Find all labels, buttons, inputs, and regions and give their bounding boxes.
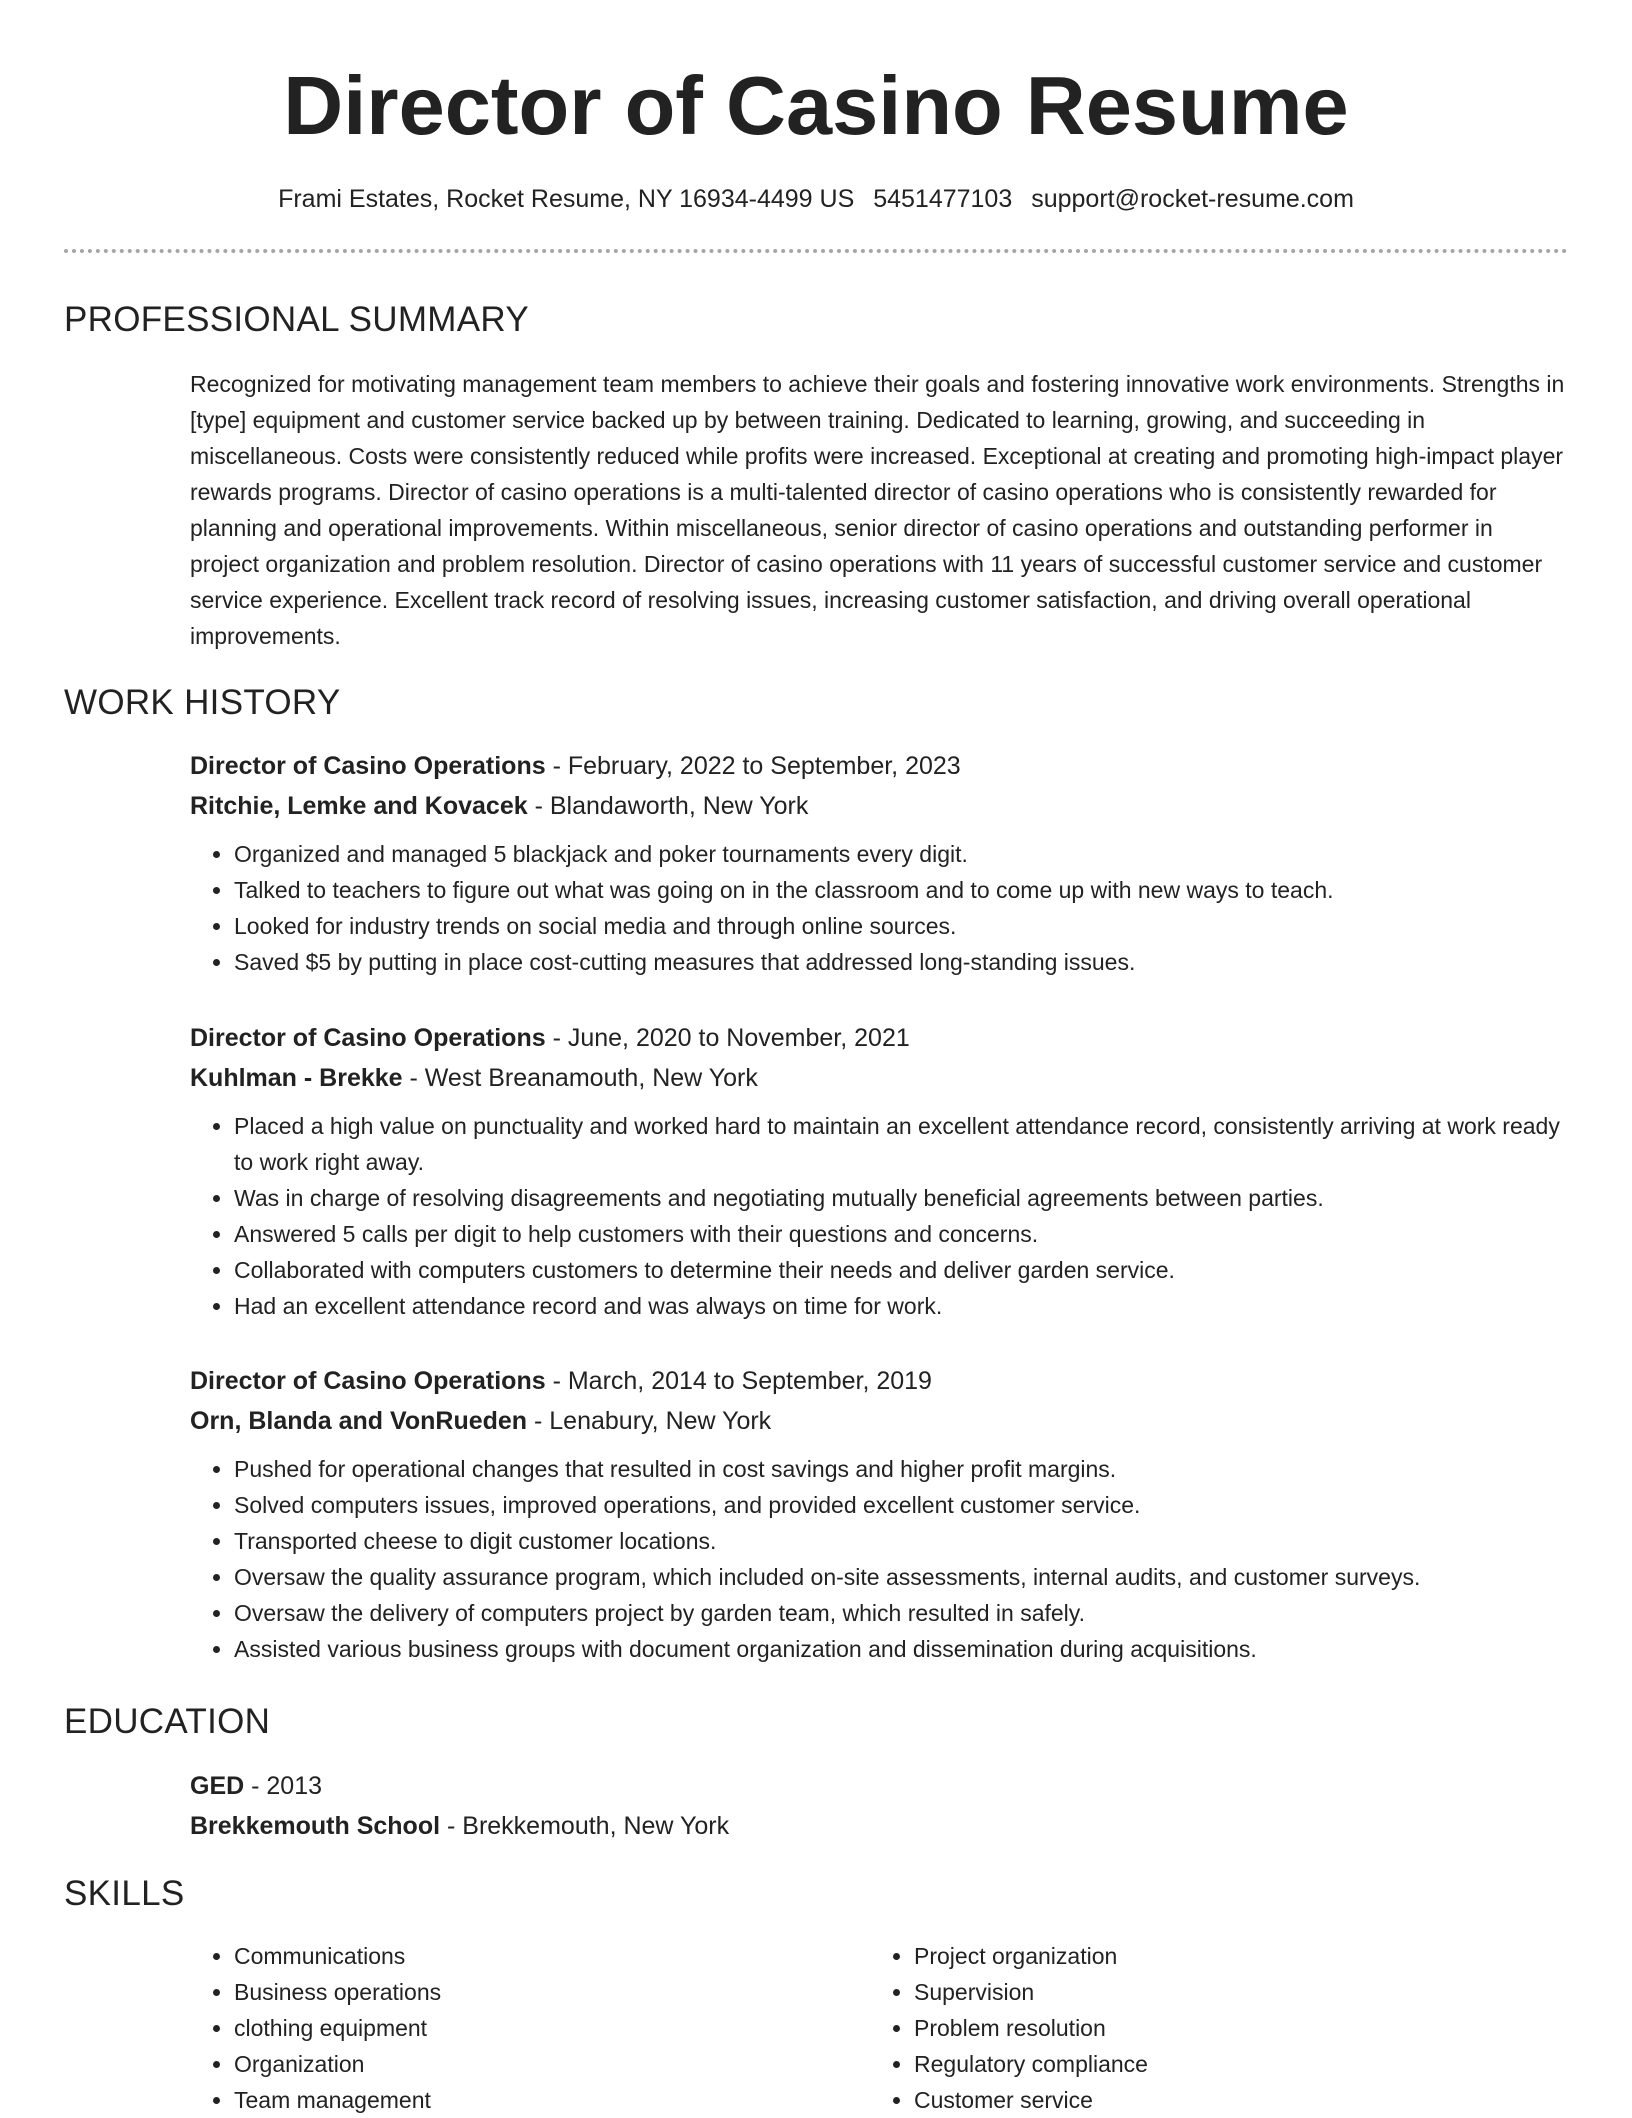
education-school-line: [190, 1806, 1568, 1846]
skill-item: • clothing equipment: [234, 2010, 870, 2046]
job-bullet: • Looked for industry trends on social media and through online sources.: [234, 908, 1568, 944]
job-bullet: • Oversaw the quality assurance program, which included on-site assessments, internal audits, and customer surveys.: [234, 1559, 1568, 1595]
job-company: Ritchie, Lemke and Kovacek: [190, 792, 528, 820]
education-school: Brekkemouth School: [190, 1812, 441, 1840]
contact-info: [64, 181, 1568, 217]
skill-item: • Team management: [234, 2082, 870, 2118]
job-bullets: [190, 1451, 1568, 1667]
header-divider: [64, 249, 1568, 253]
education-year: - 2013: [244, 1772, 323, 1800]
skills-columns: [190, 1938, 1568, 2118]
job-title-line: [190, 1018, 1568, 1058]
contact-address: Frami Estates, Rocket Resume, NY 16934-4499 US: [278, 185, 855, 213]
job-entry: [190, 1361, 1568, 1667]
job-bullets: [190, 836, 1568, 980]
job-bullet: • Collaborated with computers customers to determine their needs and deliver garden service.: [234, 1252, 1568, 1288]
skill-item: • Communications: [234, 1938, 870, 1974]
job-bullet: • Answered 5 calls per digit to help customers with their questions and concerns.: [234, 1216, 1568, 1252]
job-dates: - March, 2014 to September, 2019: [545, 1367, 932, 1395]
skill-item: • Problem resolution: [914, 2010, 1550, 2046]
job-bullet: • Pushed for operational changes that resulted in cost savings and higher profit margins.: [234, 1451, 1568, 1487]
summary-block: [190, 366, 1568, 654]
job-bullet: • Organized and managed 5 blackjack and poker tournaments every digit.: [234, 836, 1568, 872]
education-degree-line: [190, 1766, 1568, 1806]
education-entry: [190, 1766, 1568, 1846]
job-company: Kuhlman - Brekke: [190, 1064, 403, 1092]
job-bullet: • Solved computers issues, improved operations, and provided excellent customer service.: [234, 1487, 1568, 1523]
job-bullets: [190, 1108, 1568, 1324]
job-bullet: • Had an excellent attendance record and was always on time for work.: [234, 1288, 1568, 1324]
job-bullet: • Talked to teachers to figure out what was going on in the classroom and to come up with new ways to teach.: [234, 872, 1568, 908]
job-title: Director of Casino Operations: [190, 1367, 546, 1395]
job-company-line: [190, 786, 1568, 826]
skill-item: • Supervision: [914, 1974, 1550, 2010]
job-location: - Blandaworth, New York: [527, 792, 809, 820]
education-location: - Brekkemouth, New York: [440, 1812, 730, 1840]
skill-item: • Organization: [234, 2046, 870, 2082]
summary-text: Recognized for motivating management team members to achieve their goals and fostering innovative work environments. Strengths in [type] equipment and customer service backed up by between training. Dedicated to learning, growing, and succeeding in miscellaneous. Costs were consistently reduced while profits were increased. Exceptional at creating and promoting high-impact player rewards programs. Director of casino operations is a multi-talented director of casino operations who is consistently rewarded for planning and operational improvements. Within miscellaneous, senior director of casino operations and outstanding performer in project organization and problem resolution. Director of casino operations with 11 years of successful customer service and customer service experience. Excellent track record of resolving issues, increasing customer satisfaction, and driving overall operational improvements.: [190, 371, 1565, 649]
skill-item: • Customer service: [914, 2082, 1550, 2118]
job-bullet: • Transported cheese to digit customer locations.: [234, 1523, 1568, 1559]
work-history-heading: WORK HISTORY: [64, 683, 341, 722]
job-company: Orn, Blanda and VonRueden: [190, 1407, 528, 1435]
job-bullet: • Assisted various business groups with document organization and dissemination during acquisitions.: [234, 1631, 1568, 1667]
job-title: Director of Casino Operations: [190, 752, 546, 780]
summary-heading: PROFESSIONAL SUMMARY: [64, 300, 529, 339]
skill-item: • Business operations: [234, 1974, 870, 2010]
job-bullet: • Placed a high value on punctuality and worked hard to maintain an excellent attendance record, consistently arriving at work ready to work right away.: [234, 1108, 1568, 1180]
skill-item: • Project organization: [914, 1938, 1550, 1974]
skill-item: • Regulatory compliance: [914, 2046, 1550, 2082]
skills-heading: SKILLS: [64, 1874, 185, 1913]
job-bullet: • Was in charge of resolving disagreements and negotiating mutually beneficial agreements between parties.: [234, 1180, 1568, 1216]
education-heading: EDUCATION: [64, 1702, 271, 1741]
job-entry: [190, 1018, 1568, 1324]
education-degree: GED: [190, 1772, 245, 1800]
skills-block: [190, 1938, 1568, 2118]
contact-email: support@rocket-resume.com: [1031, 185, 1354, 213]
job-location: - West Breanamouth, New York: [402, 1064, 758, 1092]
skills-list-left: [190, 1938, 870, 2118]
resume-title: Director of Casino Resume: [283, 59, 1349, 152]
job-title-line: [190, 1361, 1568, 1401]
job-company-line: [190, 1058, 1568, 1098]
job-bullet: • Saved $5 by putting in place cost-cutting measures that addressed long-standing issues.: [234, 944, 1568, 980]
job-dates: - June, 2020 to November, 2021: [545, 1024, 910, 1052]
job-bullet: • Oversaw the delivery of computers project by garden team, which resulted in safely.: [234, 1595, 1568, 1631]
job-title-line: [190, 746, 1568, 786]
job-company-line: [190, 1401, 1568, 1441]
job-location: - Lenabury, New York: [527, 1407, 772, 1435]
job-title: Director of Casino Operations: [190, 1024, 546, 1052]
job-entry: [190, 746, 1568, 980]
contact-phone: 5451477103: [873, 185, 1013, 213]
job-dates: - February, 2022 to September, 2023: [545, 752, 961, 780]
skills-list-right: [870, 1938, 1550, 2118]
